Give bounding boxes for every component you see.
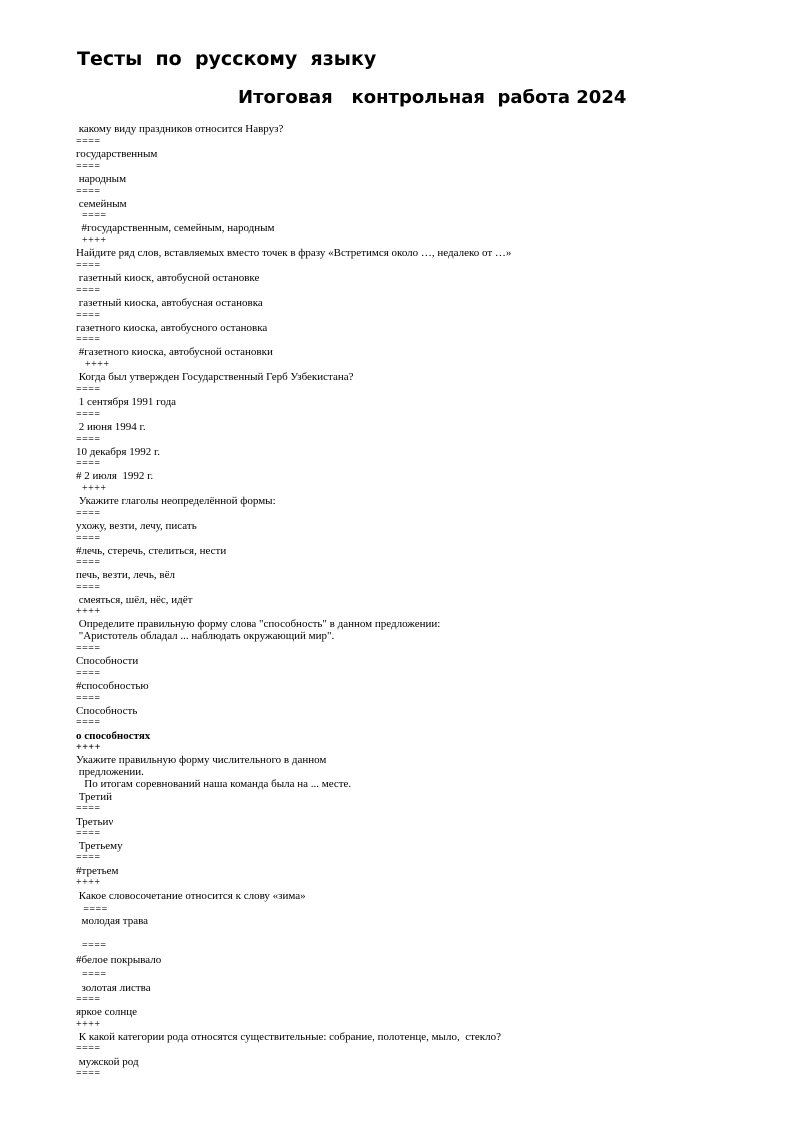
separator: ====	[76, 533, 101, 544]
separator: ++++	[76, 877, 101, 888]
test-line: газетный киоск, автобусной остановке	[76, 272, 260, 284]
test-line: Укажите правильную форму числительного в данном	[76, 754, 327, 766]
answer-marked: # 2 июля 1992 г.	[76, 470, 154, 482]
separator: ++++	[76, 483, 107, 494]
test-line: Когда был утвержден Государственный Герб Узбекистана?	[76, 371, 354, 383]
answer-marked: #способностью	[76, 680, 149, 692]
test-line: 2 июня 1994 г.	[76, 421, 146, 433]
separator: ====	[76, 186, 101, 197]
test-line: какому виду праздников относится Навруз?	[76, 123, 284, 135]
separator: ====	[76, 994, 101, 1005]
test-line: газетный киоска, автобусная остановка	[76, 297, 263, 309]
separator: ====	[76, 693, 101, 704]
separator: ====	[76, 940, 107, 951]
test-line: Способности	[76, 655, 139, 667]
answer-marked: #государственным, семейным, народным	[76, 222, 275, 234]
test-line: печь, везти, лечь, вёл	[76, 569, 175, 581]
test-line: Способность	[76, 705, 138, 717]
separator: ====	[76, 458, 101, 469]
separator: ====	[80, 904, 108, 915]
test-line: 10 декабря 1992 г.	[76, 446, 160, 458]
test-line: Определите правильную форму слова "способность" в данном предложении:	[76, 618, 441, 630]
test-line: яркое солнце	[76, 1006, 137, 1018]
test-line: Найдите ряд слов, вставляемых вместо точек в фразу «Встретимся около …, недалеко от …»	[76, 247, 512, 259]
test-line: семейным	[76, 198, 127, 210]
test-line: Какое словосочетание относится к слову «зима»	[76, 890, 306, 902]
separator: ====	[76, 852, 101, 863]
separator: ====	[76, 210, 107, 221]
separator: ====	[76, 260, 101, 271]
answer-marked: #газетного киоска, автобусной остановки	[76, 346, 273, 358]
test-line: "Аристотель обладал ... наблюдать окружающий мир".	[76, 630, 335, 642]
separator: ====	[76, 803, 101, 814]
test-line: государственным	[76, 148, 158, 160]
separator: ====	[76, 508, 101, 519]
test-line: газетного киоска, автобусного остановка	[76, 322, 268, 334]
separator: ++++	[76, 359, 110, 370]
test-line: золотая листва	[76, 982, 151, 994]
test-line: о способностях	[76, 730, 151, 742]
separator: ====	[76, 1043, 101, 1054]
separator: ====	[76, 582, 101, 593]
separator: ====	[76, 969, 107, 980]
document-title: Тесты по русскому языку	[77, 48, 377, 70]
separator: ====	[76, 310, 101, 321]
test-line: ухожу, везти, лечу, писать	[76, 520, 197, 532]
test-line: предложении.	[76, 766, 144, 778]
separator: ++++	[76, 742, 101, 753]
separator: ====	[76, 643, 101, 654]
separator: ++++	[76, 1019, 101, 1030]
separator: ====	[76, 334, 101, 345]
separator: ====	[76, 161, 101, 172]
test-line: Укажите глаголы неопределённой формы:	[76, 495, 276, 507]
test-line: народным	[76, 173, 127, 185]
test-line: молодая трава	[76, 915, 149, 927]
separator: ====	[76, 384, 101, 395]
separator: ++++	[76, 606, 101, 617]
separator: ====	[76, 1068, 101, 1079]
test-line: Третий	[76, 791, 113, 803]
test-line: 1 сентября 1991 года	[76, 396, 177, 408]
test-line: Третьему	[76, 840, 123, 852]
separator: ====	[76, 557, 101, 568]
separator: ====	[76, 668, 101, 679]
test-line: смеяться, шёл, нёс, идёт	[76, 594, 193, 606]
separator: ====	[76, 136, 101, 147]
separator: ++++	[76, 235, 107, 246]
answer-marked: #белое покрывало	[76, 954, 162, 966]
separator: ====	[76, 434, 101, 445]
test-line: мужской род	[76, 1056, 139, 1068]
test-line: По итогам соревнований наша команда была на ... месте.	[76, 778, 352, 790]
document-subtitle: Итоговая контрольная работа 2024	[238, 87, 627, 108]
separator: ====	[76, 717, 101, 728]
separator: ====	[76, 285, 101, 296]
separator: ====	[76, 828, 101, 839]
answer-marked: #третьем	[76, 865, 119, 877]
test-line: Третьиν	[76, 816, 114, 828]
separator: ====	[76, 409, 101, 420]
answer-marked: #лечь, стеречь, стелиться, нести	[76, 545, 227, 557]
test-line: К какой категории рода относятся существительные: собрание, полотенце, мыло, стекло?	[76, 1031, 501, 1043]
